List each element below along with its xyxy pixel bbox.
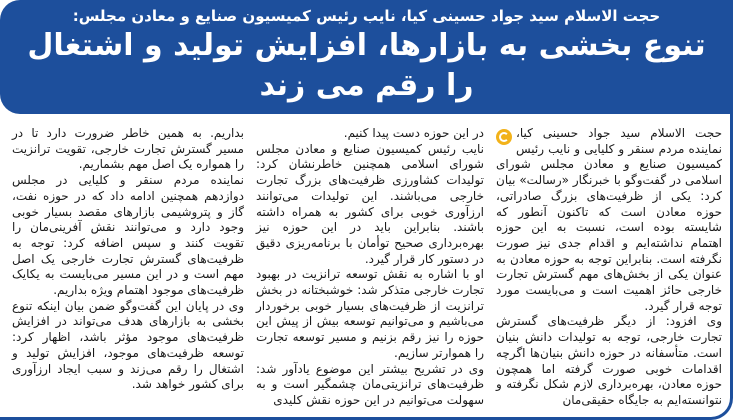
paragraph: وی افزود: از دیگر ظرفیت‌های گسترش تجارت خارجی، توجه به تولیدات دانش بنیان است. متأسفانه در حوزه دانش بنیان‌ها اگرچه اقدامات خوبی صورت گرفته اما همچون حوزه معادن، بهره‌برداری لازم شکل نگرفته و نتوانسته‌ایم به جایگاه حقیقی‌مان <box>496 314 722 407</box>
paragraph: نایب رئیس کمیسیون صنایع و معادن مجلس شورای اسلامی همچنین خاطرنشان کرد: تولیدات کشاورزی ظرفیت‌های بزرگ تجارت خارجی می‌باشند. این تولیدات می‌توانند ارزآوری خوبی برای کشور به همراه داشته باشند. بنابراین باید در این حوزه نیز بهره‌برداری صحیح توأمان با برنامه‌ریزی دقیق در دستور کار قرار گیرد. <box>256 141 484 266</box>
paragraph: بداریم. به همین خاطر ضرورت دارد تا در مسیر گسترش تجارت خارجی، تقویت ترانزیت را همواره یک اصل مهم بشماریم. <box>12 126 244 172</box>
paragraph: او با اشاره به نقش توسعه ترانزیت در بهبود تجارت خارجی متذکر شد: خوشبختانه در بخش ترانزیت از ظرفیت‌های بسیار خوبی برخوردار می‌باشیم و می‌توانیم توسعه بیش از پیش این حوزه را نیز رقم بزنیم و مسیر توسعه تجارت را هموارتر سازیم. <box>256 267 484 360</box>
headline-banner <box>0 0 733 114</box>
paragraph: نماینده مردم سنقر و کلیایی در مجلس دوازدهم همچنین ادامه داد که در حوزه نفت، گاز و پتروشیمی بازارهای مقصد بسیار خوبی وجود دارد و می‌توانند نقش آفرینی‌مان را تقویت کنند و سپس اضافه کرد: توجه به ظرفیت‌های گسترش تجارت خارجی یک اصل مهم است و در این مسیر می‌بایست به یکایک ظرفیت‌های موجود اهتمام ویژه بداریم. <box>12 173 244 298</box>
paragraph: در این حوزه دست پیدا کنیم. <box>343 126 484 140</box>
headline: تنوع بخشی به بازارها، افزایش تولید و اشتغال را رقم می زند <box>27 28 706 103</box>
paragraph <box>496 126 722 314</box>
column-middle <box>256 126 484 409</box>
column-right <box>496 126 722 409</box>
kicker: حجت الاسلام سید جواد حسینی کیا، نایب رئیس کمیسیون صنایع و معادن مجلس: <box>72 7 661 25</box>
paragraph: وی در پایان این گفت‌وگو ضمن بیان اینکه تنوع بخشی به بازارهای هدف می‌تواند در افزایش ظرفیت‌های موجود مؤثر باشد، اظهار کرد: توسعه ظرفیت‌های موجود، افزایش تولید و اشتغال را رقم می‌زند و سبب ایجاد ارزآوری برای کشور خواهد شد. <box>12 298 244 392</box>
paragraph-text: حجت الاسلام سید جواد حسینی کیا، نماینده مردم سنقر و کلیایی و نایب رئیس کمیسیون صنایع و معادن مجلس شورای اسلامی در گفت‌وگو با خبرنگار «رسالت» بیان کرد: یکی از ظرفیت‌های بزرگ صادراتی، حوزه معادن است که تاکنون آنطور که شایسته بوده است، نسبت به این حوزه اهتمام نداشته‌ایم و اقدام جدی نیز صورت نگرفته است. بنابراین توجه به حوزه معادن به عنوان یکی از بخش‌های مهم گسترش تجارت خارجی حائز اهمیت است و می‌بایست مورد توجه قرار گیرد. <box>496 126 722 313</box>
paragraph: وی در تشریح بیشتر این موضوع یادآور شد: ظرفیت‌های ترانزیتی‌مان چشمگیر است و به سهولت می‌توانیم در این حوزه نقش کلیدی <box>256 361 484 407</box>
column-left <box>12 126 244 409</box>
newspaper-logo-icon <box>496 129 512 145</box>
article-body <box>0 114 730 409</box>
